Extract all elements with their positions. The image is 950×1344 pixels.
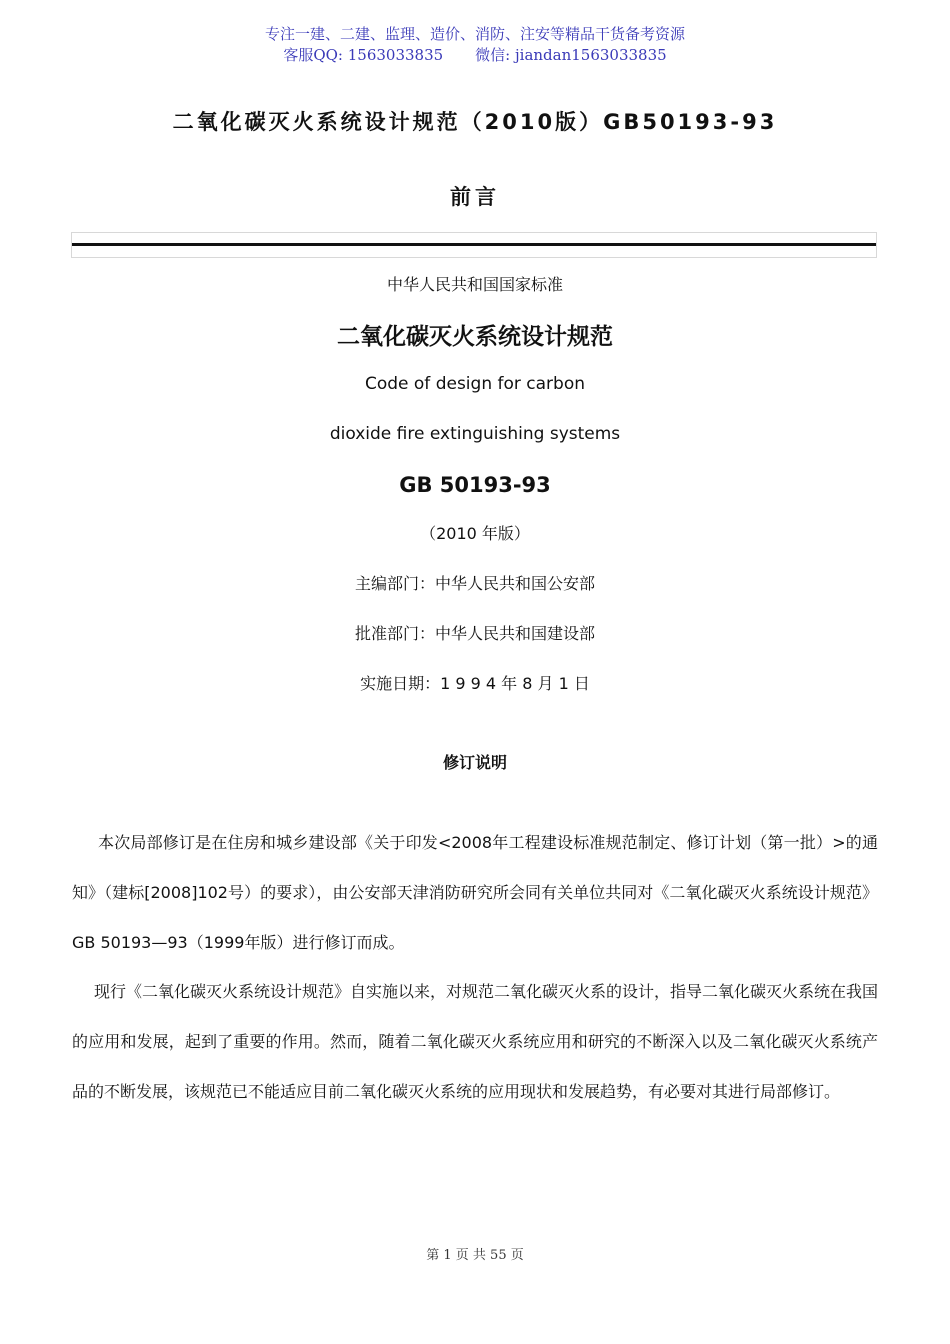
editor-department: 主编部门：中华人民共和国公安部 — [354, 574, 595, 593]
page-footer: 第 1 页 共 55 页 — [426, 1248, 524, 1263]
contact-line — [0, 45, 950, 65]
revision-paragraph-2: 现行《二氧化碳灭火系统设计规范》自实施以来，对规范二氧化碳灭火系的设计，指导二氧化碳灭火系统在我国的应用和发展，起到了重要的作用。然而，随着二氧化碳灭火系统应用和研究的不断深入以及二氧化碳灭火系统产品的不断发展，该规范已不能适应目前二氧化碳灭火系统的应用现状和发展趋势，有必要对其进行局部修订。 — [72, 982, 879, 1101]
wechat-contact: 微信: jiandan1563033835 — [475, 46, 667, 64]
qq-contact: 客服QQ: 1563033835 — [283, 46, 444, 64]
section-heading: 前言 — [450, 185, 500, 209]
implementation-date: 实施日期：1 9 9 4 年 8 月 1 日 — [360, 674, 590, 693]
standard-name: 二氧化碳灭火系统设计规范 — [337, 324, 613, 350]
revision-heading: 修订说明 — [442, 753, 507, 772]
promo-banner-line: 专注一建、二建、监理、造价、消防、注安等精品干货备考资源 — [264, 25, 685, 43]
revision-paragraph-1: 本次局部修订是在住房和城乡建设部《关于印发<2008年工程建设标准规范制定、修订计划（第一批）>的通知》（建标[2008]102号）的要求），由公安部天津消防研究所会同有关单位共同对《二氧化碳灭火系统设计规范》GB 50193—93（1999年版）进行修订而成。 — [72, 833, 878, 952]
english-title-line-2: dioxide fire extinguishing systems — [329, 424, 621, 444]
standard-label: 中华人民共和国国家标准 — [386, 275, 563, 294]
approving-department: 批准部门：中华人民共和国建设部 — [354, 624, 595, 643]
english-title-line-1: Code of design for carbon — [364, 374, 585, 394]
horizontal-rule — [72, 243, 876, 246]
edition-label: （2010 年版） — [420, 524, 530, 543]
standard-code: GB 50193-93 — [399, 473, 551, 497]
document-title: 二氧化碳灭火系统设计规范（2010版）GB50193-93 — [172, 110, 778, 134]
horizontal-rule-frame — [71, 232, 877, 258]
